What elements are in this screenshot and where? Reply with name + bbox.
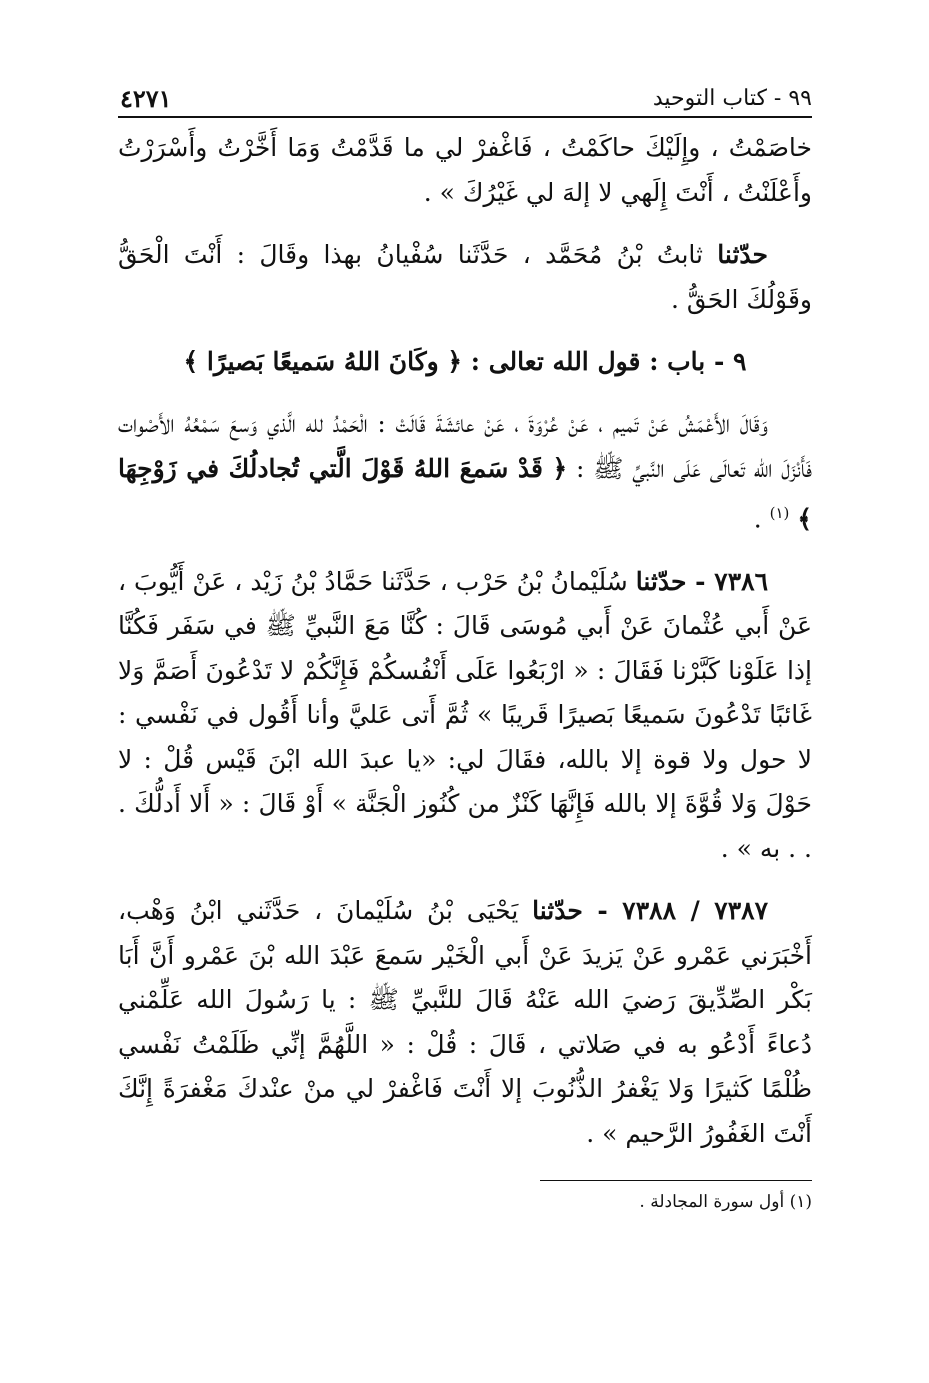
hadith-number: ٧٣٨٦ xyxy=(714,566,768,596)
footnote: (١) أول سورة المجادلة . xyxy=(639,1192,812,1213)
continuation-text: خاصَمْتُ ، وإِلَيْكَ حاكَمْتُ ، فَاغْفرْ لي ما قَدَّمْتُ وَمَا أَخَّرْتُ وأَسْرَرْتُ وأَعْلَنْتُ ، أَنْتَ إِلَهي لا إلهَ لي غَيْرُكَ » . xyxy=(118,133,812,207)
hadith-7387-7388 xyxy=(118,889,812,1156)
chapter-heading: ٩ - باب : قول الله تعالى : ﴿ وكَانَ اللهُ سَميعًا بَصيرًا ﴾ xyxy=(183,347,747,376)
continuation-paragraph xyxy=(118,126,812,215)
hadith-text: يَحْيَى بْنُ سُلَيْمانَ ، حَدَّثَني ابْنُ وَهْب، أَخْبَرَني عَمْرو عَنْ يَزيدَ عَنْ أَبي الْخَيْر سَمعَ عَبْدَ الله بْنَ عَمْرو أَنَّ أَبَا بَكْر الصِّدِّيقَ رَضيَ الله عَنْهُ قَالَ للنَّبيِّ ﷺ : يا رَسُولَ الله عَلِّمْني دُعاءً أَدْعُو به في صَلاتي ، قَالَ : قُلْ : « اللَّهُمَّ إنِّي ظَلَمْتُ نَفْسي ظُلْمًا كَثيرًا وَلا يَغْفرُ الذُّنُوبَ إلا أَنْتَ فَاغْفرْ لي منْ عنْدكَ مَغْفرَةً إِنَّكَ أَنْتَ الغَفُورُ الرَّحيم » . xyxy=(118,896,812,1148)
hadith-text: ثابتُ بْنُ مُحَمَّد ، حَدَّثَنا سُفْيانُ بهذا وقَالَ : أَنْتَ الْحَقُّ وقَوْلُكَ الحَقُّ . xyxy=(118,240,812,314)
running-header xyxy=(118,80,812,116)
taliq-text: وَقَالَ الأَعْمَشُ عَنْ تَميم ، عَنْ عُرْوَةَ ، عَنْ عائشَةَ قَالَتْ : الْحَمْدُ لله الَّذي وَسعَ سَمْعُهُ الأَصْوات فَأَنْزَلَ الله تَعالَى عَلَى النَّبيِّ ﷺ : xyxy=(118,409,812,483)
hadith-lead-word: حدّثنا xyxy=(635,566,687,596)
hadith-text: سُلَيْمانُ بْنُ حَرْب ، حَدَّثَنا حَمَّادُ بْنُ زَيْد ، عَنْ أَيُّوبَ ، عَنْ أَبي عُثْمانَ عَنْ أَبي مُوسَى قَالَ : كُنَّا مَعَ النَّبيِّ ﷺ في سَفَر فَكُنَّا إذا عَلَوْنا كَبَّرْنا فَقَالَ : « ارْبَعُوا عَلَى أَنْفُسكُمْ فَإِنَّكُمْ لا تَدْعُونَ أَصَمَّ وَلا غَائبًا تَدْعُونَ سَميعًا بَصيرًا قَريبًا » ثُمَّ أَتى عَليَّ وأنا أَقُول في نَفْسي : لا حول ولا قوة إلا بالله، فقَالَ لي: «يا عبدَ الله ابْنَ قَيْس قُلْ : لا حَوْلَ وَلا قُوَّةَ إلا بالله فَإِنَّهَا كَنْزٌ من كُنُوز الْجَنَّة » أَوْ قَالَ : « أَلا أَدلُّكَ . . . به » . xyxy=(118,566,812,863)
taliq-paragraph xyxy=(118,402,812,542)
hadith-number: ٧٣٨٧ / ٧٣٨٨ xyxy=(622,896,768,926)
hadith-lead-word: حدّثنا xyxy=(717,240,768,269)
quran-verse: ﴿ قَدْ سَمعَ اللهُ قَوْلَ الَّتي تُجادلُكَ في زَوْجِهَا ﴾ xyxy=(118,453,812,534)
hadith-number-separator: - xyxy=(686,566,715,596)
page-number: ٤٢٧١ xyxy=(120,84,172,113)
header-rule xyxy=(118,116,812,118)
hadith-number-separator: - xyxy=(582,896,623,926)
hadith-thabit xyxy=(118,233,812,322)
footnote-rule xyxy=(540,1180,812,1181)
hadith-lead-word: حدّثنا xyxy=(532,896,583,926)
hadith-7386 xyxy=(118,560,812,872)
taliq-end: . xyxy=(753,504,770,534)
running-title: ٩٩ - كتاب التوحيد xyxy=(652,86,812,111)
page-content xyxy=(118,80,812,1215)
footnote-reference: (١) xyxy=(769,504,790,522)
